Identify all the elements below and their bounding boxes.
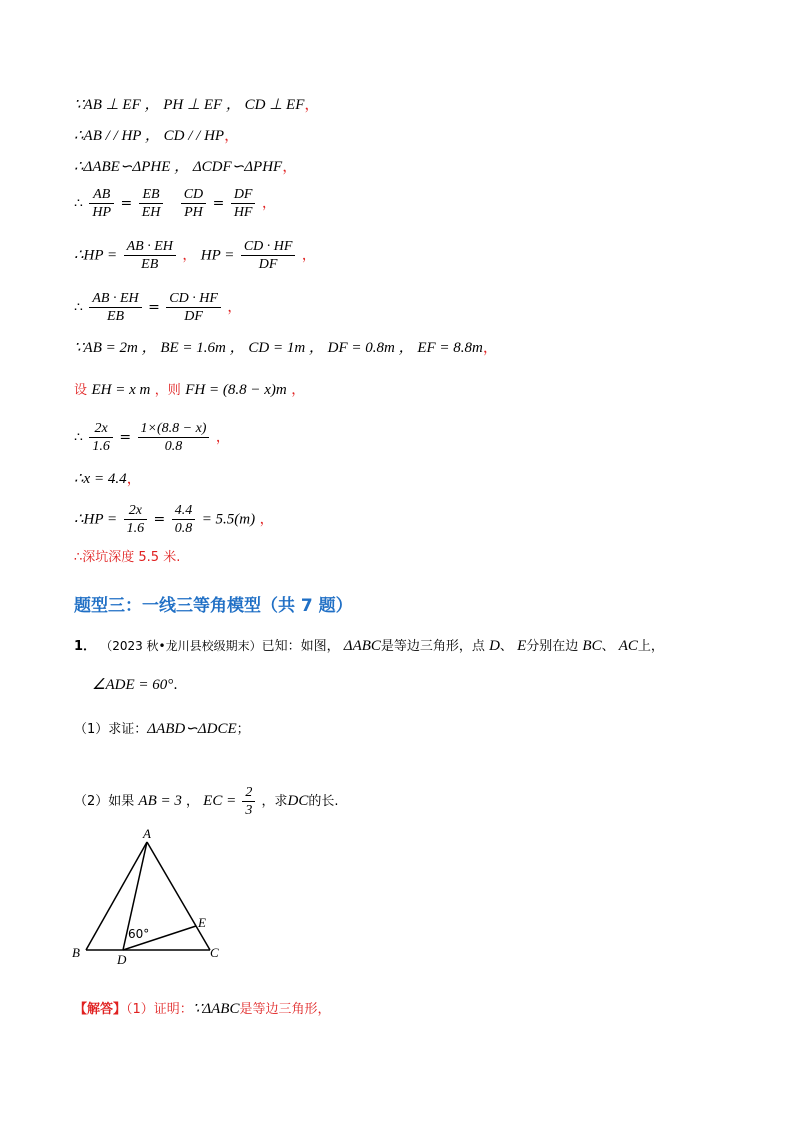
section-heading: 题型三：一线三等角模型（共 7 题） [74,596,353,616]
line-5-hp: ∴HP = $\frac{AB \cdot EH}{EB}$ ， HP = $\frac{CD \cdot HF}{DF}$ ， [74,239,316,272]
problem-statement: 1． （2023 秋•龙川县校级期末）已知：如图， ΔABC是等边三角形，点 D、 E分别在边 BC、 AC上， [74,638,664,654]
line-1: ∵AB ⊥ EF ， PH ⊥ EF ， CD ⊥ EF， [74,97,320,113]
question-2: （2）如果 AB = 3 ， EC = $\frac{2}{3}$ ，求DC的长. [74,785,339,818]
label-d: D [117,952,127,966]
side-ac [147,842,210,950]
line-12-conclusion: ∴深坑深度 5.5 米. [74,550,181,565]
angle-label: 60° [128,927,150,941]
label-a: A [143,826,151,841]
angle-condition: ∠ADE = 60°. [92,677,178,693]
line-4-proportions: ∴ $\frac{AB}{HP}$ = $\frac{EB}{EH}$ $\frac{CD}{PH}$ = $\frac{DF}{HF}$ ， [74,187,276,220]
line-9-substitute: ∴ $\frac{2x}{1.6}$ = $\frac{1\times(8.8 - x)}{0.8}$ ， [74,421,230,454]
line-2: ∴AB / / HP ， CD / / HP， [74,128,240,144]
line-11-result: ∴HP = $\frac{2x}{1.6}$ = $\frac{4.4}{0.8}$ = 5.5(m) ， [74,503,274,536]
question-1: （1）求证：ΔABD∽ΔDCE； [74,721,250,737]
line-8-let: 设 EH = x m ，则 FH = (8.8 − x)m ， [74,382,306,398]
label-c: C [210,945,219,960]
label-b: B [72,945,80,960]
label-e: E [198,915,206,930]
answer-start: 【解答】（1）证明：∵ΔABC是等边三角形， [74,1001,331,1017]
line-3: ∴ΔABE∽ΔPHE ， ΔCDF∽ΔPHF， [74,159,298,175]
line-7-given: ∵AB = 2m ， BE = 1.6m ， CD = 1m ， DF = 0.8m ， EF = 8.8m， [74,340,498,356]
line-6-equation: ∴ $\frac{AB \cdot EH}{EB}$ = $\frac{CD \cdot HF}{DF}$ ， [74,291,242,324]
triangle-figure [70,826,240,966]
line-10-x: ∴x = 4.4， [74,471,142,487]
